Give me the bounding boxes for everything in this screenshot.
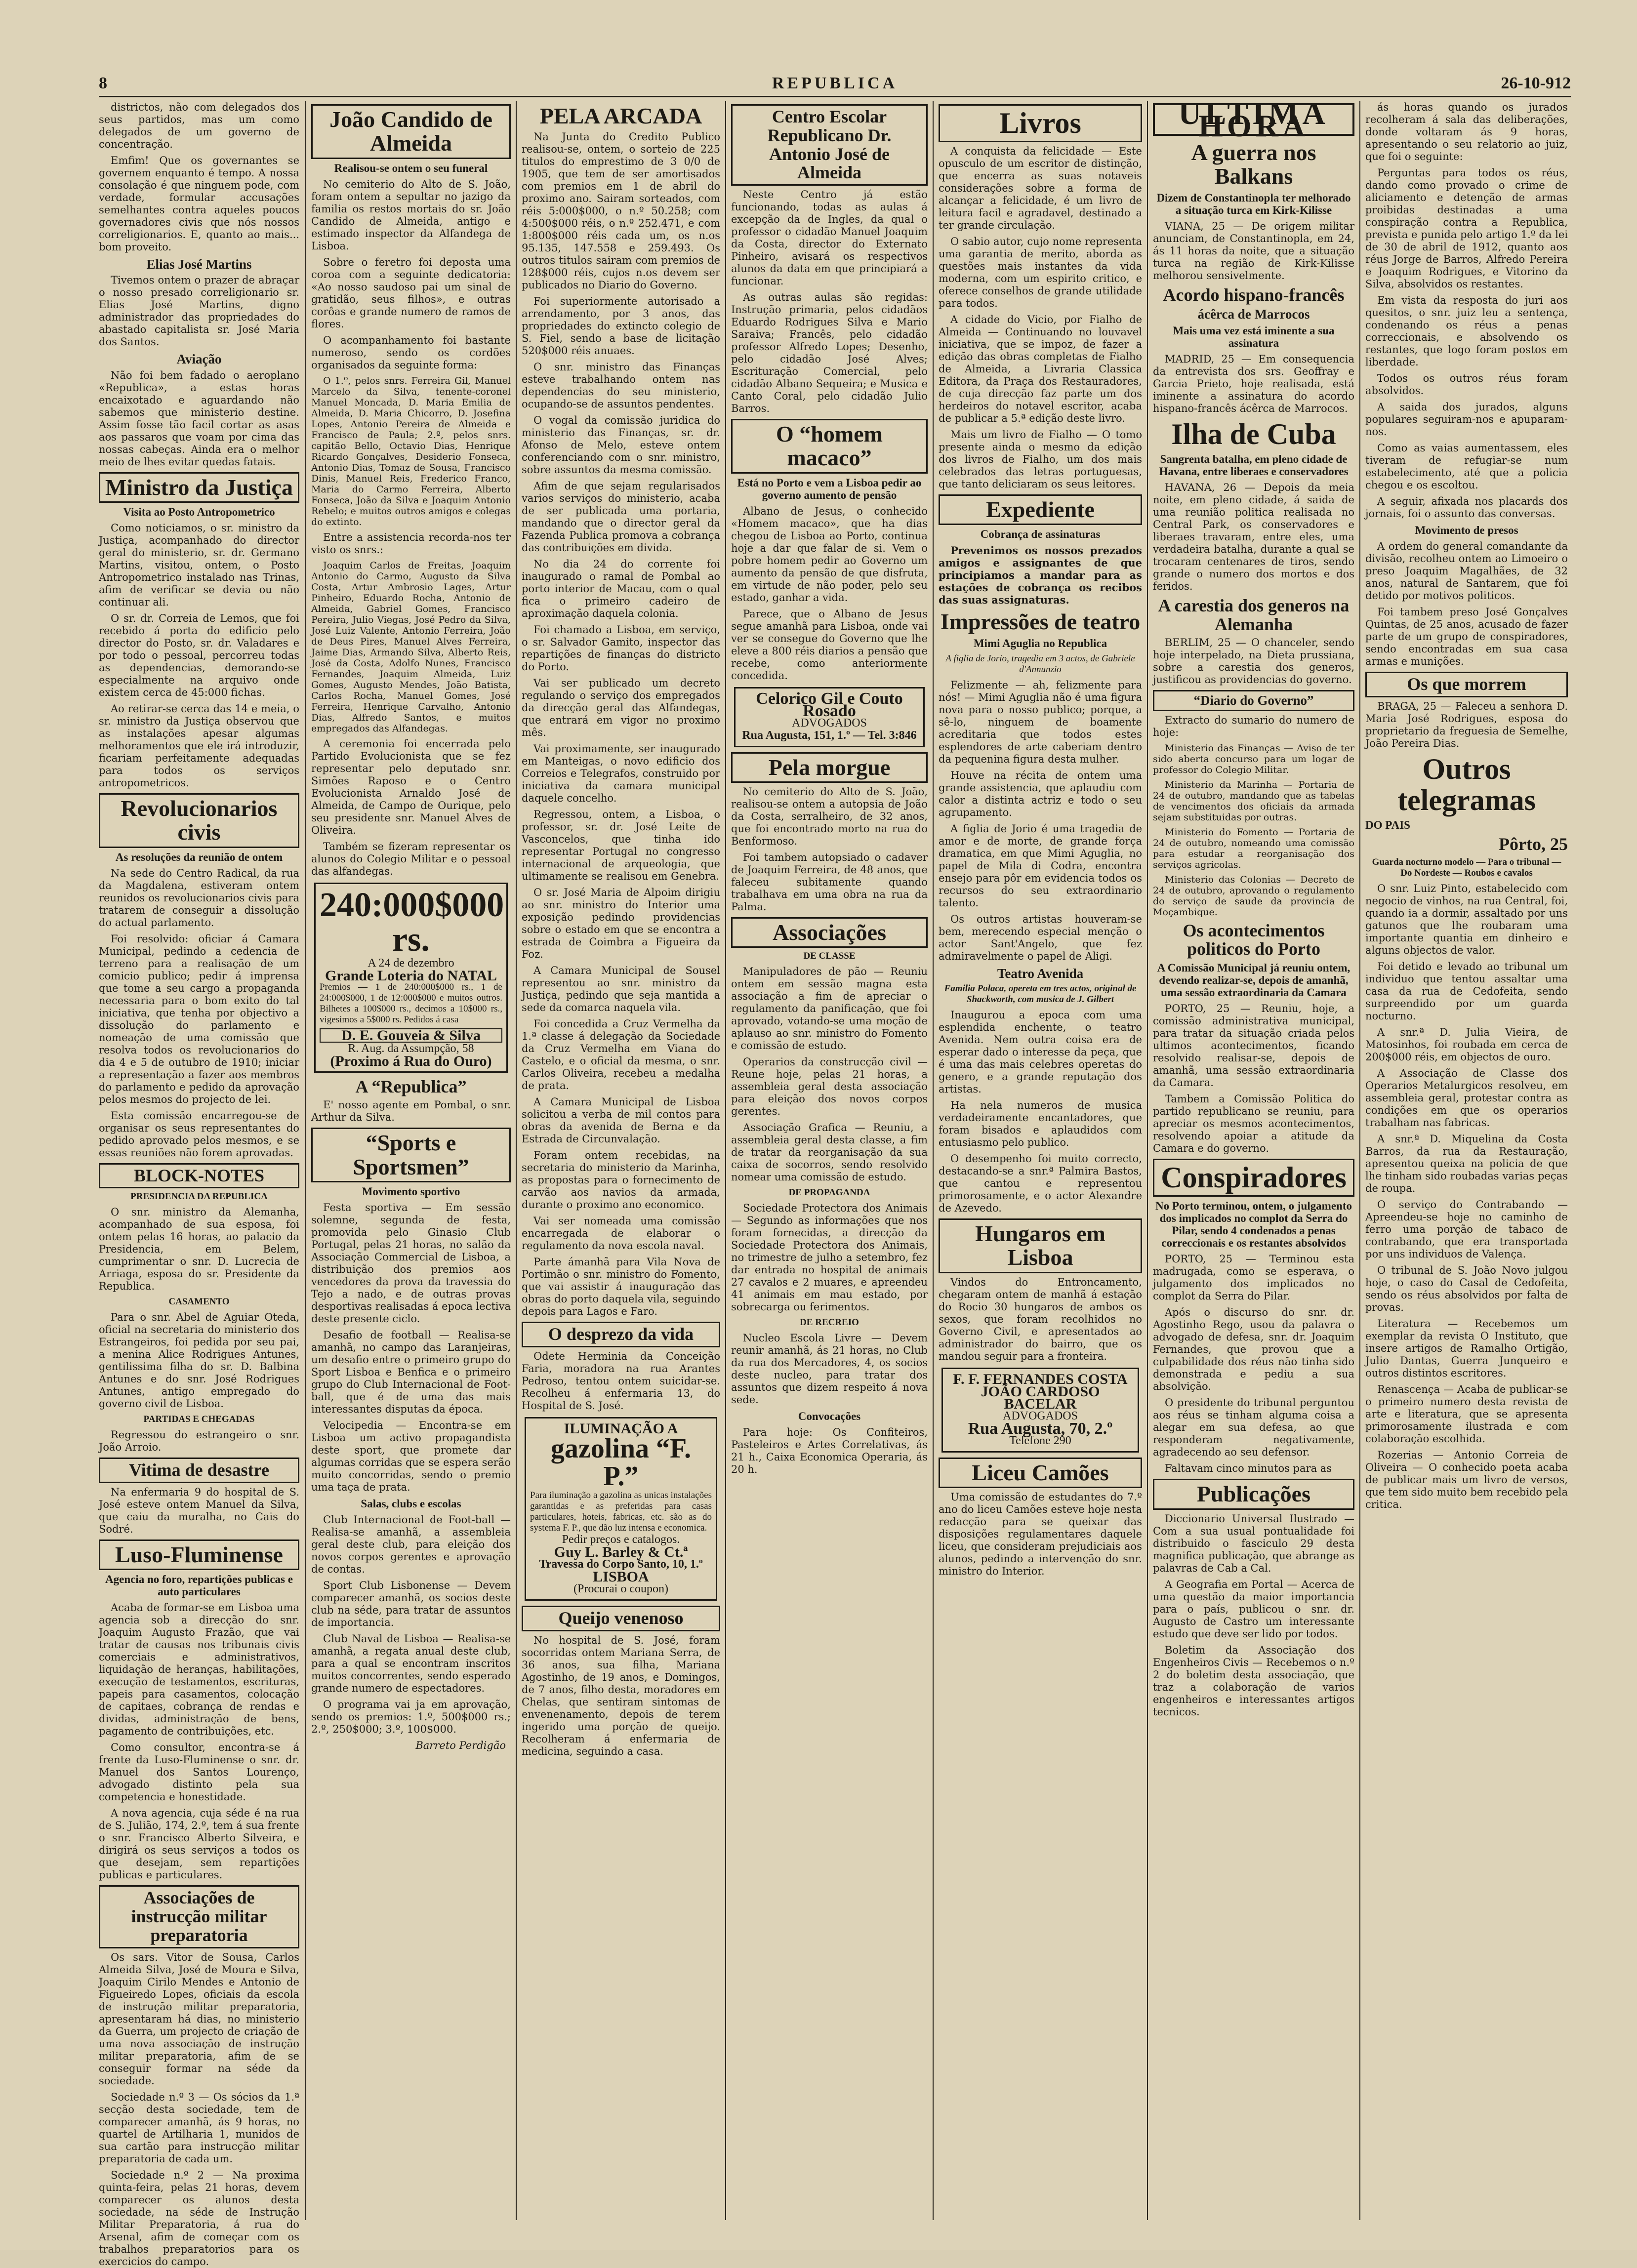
article-text: Emfim! Que os governantes se governem enquanto é tempo. A nossa consolação é que ninguem pode, com verdade, formular accusações semelhantes contra aqueles poucos governadores civis que nós nossos correligionarios. E, quanto ao mais... bom proveito. xyxy=(99,155,299,253)
lawyers-advert xyxy=(734,687,925,747)
subheadline: Mais uma vez está iminente a sua assinatura xyxy=(1173,324,1335,349)
article-text: As outras aulas são regidas: Instrução primaria, pelos cidadãos Eduardo Rodrigues Silva e Mario Saraiva; Francês, pelo cidadão professor Alfredo Lopes; Desenho, pelo cidadão José Alves; Escrituração Comercial, pelo cidadão Albano Sequeira; e Musica e Canto Coral, pelo cidadão Julio Barros. xyxy=(731,291,928,415)
article-text: A cidade do Vicio, por Fialho de Almeida — Continuando no louvavel iniciativa, que se impoz, de fazer a edição das obras completas de Fialho de Almeida, a Livraria Classica Editora, da Praça dos Restauradores, de cuja direcção faz parte um dos herdeiros do notavel escritor, acaba de publicar a 5.ª edição deste livro. xyxy=(939,314,1142,424)
subheadline: Visita ao Posto Antropometrico xyxy=(123,505,275,518)
subheadline: As resoluções da reunião de ontem xyxy=(115,850,283,863)
article-text: Literatura — Recebemos um exemplar da revista O Instituto, que insere artigos de Ramalho Ortigão, Julio Dantas, Guerra Junqueiro e outros distintos escritores. xyxy=(1365,1317,1568,1379)
column-rule xyxy=(725,101,726,2220)
article-text: Foi concedida a Cruz Vermelha da 1.ª classe á delegação da Sociedade da Cruz Vermelha em Viana do Castelo, e o oficial da mesma, o snr. Carlos Oliveira, recebeu a medalha de prata. xyxy=(522,1018,720,1092)
article-text: Para hoje: Os Confiteiros, Pasteleiros e Artes Correlativas, ás 21 h., Caixa Economica Operaria, ás 20 h. xyxy=(731,1426,928,1476)
article-text: Como noticiamos, o sr. ministro da Justiça, acompanhado do director geral do ministerio, sr. dr. Germano Martins, visitou, ontem, o Posto Antropometrico instalado nas Trinas, afim de verificar se devia ou não continuar ali. xyxy=(99,522,299,608)
headline: Os acontecimentos politicos do Porto xyxy=(1183,920,1325,959)
article-text: A conquista da felicidade — Este opusculo de um escritor de distinção, que encerra as suas notaveis considerações sobre a forma de alcançar a felicidade, é um livro de leitura facil e agradavel, destinado a ter grande circulação. xyxy=(939,145,1142,231)
article-text: Foi resolvido: oficiar á Camara Municipal, pedindo a cedencia de terreno para a realisação de um comicio publico; pedir á imprensa que tome a seu cargo a propaganda necessaria para o bom exito do tal iniciativa, que tenha por objectivo a dissolução do parlamento e nomeação de uma comissão que resolva todos os revolucionarios do dia 4 e 5 de outubro de 1910; iniciar a representação a fazer aos membros do parlamento e pedido da aprovação pelos mesmos do projecto de lei. xyxy=(99,932,299,1105)
article-text: A saida dos jurados, alguns populares seguiram-nos e apuparam-nos. xyxy=(1365,401,1568,438)
article-text: No dia 24 do corrente foi inaugurado o ramal de Pombal ao porto interior de Macau, com o qual fica o primeiro cadeiro de aproximação daquela colonia. xyxy=(522,558,720,620)
signature: Barreto Perdigão xyxy=(415,1739,506,1751)
headline: Teatro Avenida xyxy=(997,966,1084,981)
article-text: BRAGA, 25 — Faleceu a senhora D. Maria José Rodrigues, esposa do proprietario da freguesia de Semelhe, João Pereira Dias. xyxy=(1365,700,1568,749)
column-7 xyxy=(1365,101,1568,2220)
headline: O “homem macaco” xyxy=(731,419,928,474)
column-6 xyxy=(1153,96,1354,2220)
lawyers-advert xyxy=(941,1368,1139,1453)
advert-names: Celorico Gil e Couto Rosado xyxy=(756,689,903,720)
article-text: E' nosso agente em Pombal, o snr. Arthur da Silva. xyxy=(311,1099,511,1124)
article-text: Ministerio das Finanças — Aviso de ter sido aberta concurso para um logar de professor do Colegio Militar. xyxy=(1153,742,1354,775)
article-text: O acompanhamento foi bastante numeroso, sendo os cordões organisados da seguinte forma: xyxy=(311,334,511,371)
lottery-amount: 240:000$000 rs. xyxy=(320,886,504,959)
article-text: A nova agencia, cuja séde é na rua de S. Julião, 174, 2.º, tem á sua frente o snr. Francisco Alberto Silveira, e dirigirá os seus serviços a todos os que desejam, sem repartições publicas e particulares. xyxy=(99,1807,299,1881)
article-text: A figlia de Jorio é uma tragedia de amor e de morte, de grande força dramatica, em que Mimi Aguglia, no papel de Mila di Codra, encontra ensejo para pôr em evidencia todos os recursos do seu extraordinario talento. xyxy=(939,822,1142,909)
article-text: Foi superiormente autorisado a arrendamento, por 3 anos, das propriedades do extincto colegio de S. Fiel, sendo a base de licitação 520$000 réis anuaes. xyxy=(522,295,720,357)
article-text: O desempenho foi muito correcto, destacando-se a snr.ª Palmira Bastos, que cantou e representou primorosamente, e o actor Alexandre de Azevedo. xyxy=(939,1152,1142,1214)
section-label: Convocações xyxy=(798,1410,861,1423)
ultima-hora-banner: ULTIMA HORA xyxy=(1153,103,1354,136)
advert-city: LISBOA xyxy=(593,1569,649,1585)
column-rule xyxy=(1359,101,1360,2220)
article-text: Sociedade Protectora dos Animais — Segundo as informações que nos foram fornecidas, a direcção da Sociedade Protectora dos Animais, no trimestre de julho a setembro, fez dar entrada no hospital de animais 27 cavalos e 2 muares, e apreendeu 41 animais em mau estado, por sobrecarga ou ferimentos. xyxy=(731,1202,928,1313)
article-text: Acaba de formar-se em Lisboa uma agencia sob a direcção do snr. Joaquim Augusto Frazão, que vai tratar de causas nos tribunais civis comerciais e administrativos, liquidação de heranças, habilitações, execução de testamentos, escrituras, papeis para casamentos, colocação de capitaes, cobrança de rendas e dividas, administração de bens, pagamento de contribuições, etc. xyxy=(99,1602,299,1738)
headline: Aviação xyxy=(176,352,222,367)
article-text: Em vista da resposta do juri aos quesitos, o snr. juiz leu a sentença, condenando os réus a penas correccionais, e absolvendo os restantes, que logo foram postos em liberdade. xyxy=(1365,294,1568,368)
lottery-address: R. Aug. da Assumpção, 58 xyxy=(348,1042,474,1055)
article-text: Os sars. Vitor de Sousa, Carlos Almeida Silva, José de Moura e Silva, Joaquim Cirilo Mendes e Antonio de Figueiredo Lopes, oficiais da escola de instrução militar preparatoria, apresentaram há dias, no ministerio da Guerra, um projecto de criação de uma nova associação de instrução militar preparatoria, afim de se conseguir formar na séde da sociedade. xyxy=(99,1951,299,2087)
headline: A “Republica” xyxy=(355,1076,467,1096)
article-text: Mais um livro de Fialho — O tomo presente ainda o mesmo da edição dos livros de Fialho, um dos mais celebrados das letras portuguesas, que tanto deliciaram os seus leitores. xyxy=(939,429,1142,490)
article-text: Felizmente — ah, felizmente para nós! — Mimi Aguglia não é uma figura nova para o nosso publico; porque, a sê-lo, ninguem de boamente acreditaria que todos estes esplendores de arte caberiam dentro da pequenina figura desta mulher. xyxy=(939,679,1142,765)
headline: “Diario do Governo” xyxy=(1153,690,1354,711)
article-text: A Camara Municipal de Lisboa solicitou a verba de mil contos para obras da avenida de Berna e da Estrada de Circunvalação. xyxy=(522,1096,720,1145)
article-text: A ceremonia foi encerrada pelo Partido Evolucionista que se fez representar pelo deputado snr. Simões Raposo e o Centro Evolucionista Arnaldo José de Almeida, de Campo de Ourique, pelo seu presidente snr. Manuel Alves de Oliveira. xyxy=(311,737,511,836)
article-text: Neste Centro já estão funcionando, todas as aulas á excepção da de Ingles, da qual o professor o cidadão Manuel Joaquim da Costa, director do Externato Pinheiro, avisará os respectivos alunos da data em que principiará a funcionar. xyxy=(731,189,928,287)
article-text: A ordem do general comandante da divisão, recolheu ontem ao Limoeiro o preso Joaquim Magalhães, de 32 anos, natural de Santarem, que foi detido por motivos politicos. xyxy=(1365,540,1568,602)
article-text: Vai ser publicado um decreto regulando o serviço dos empregados da direcção geral das Alfandegas, que entrará em vigor no proximo mês. xyxy=(522,677,720,739)
article-text: Sport Club Lisbonense — Devem comparecer amanhã, os socios deste club na séde, para tratar de assuntos de importancia. xyxy=(311,1579,511,1628)
article-text: Houve na récita de ontem uma grande assistencia, que aplaudiu com calor a distinta actriz e todo o seu agrupamento. xyxy=(939,769,1142,818)
subheadline: Guarda nocturno modelo — Para o tribunal — Do Nordeste — Roubos e cavalos xyxy=(1372,856,1561,878)
article-text: No cemiterio do Alto de S. João, foram ontem a sepultar no jazigo da familia os restos mortais do sr. João Candido de Almeida, antigo e estimado inspector da Alfandega de Lisboa. xyxy=(311,178,511,252)
article-text: Esta comissão encarregou-se de organisar os seus representantes do pedido aprovado pelos mesmos, e se essas reuniões não forem aprovadas. xyxy=(99,1109,299,1159)
headline: BLOCK-NOTES xyxy=(99,1163,299,1189)
headline: Centro Escolar Republicano Dr. Antonio José de Almeida xyxy=(731,104,928,186)
section-label: PARTIDAS E CHEGADAS xyxy=(143,1414,255,1425)
headline: O desprezo da vida xyxy=(522,1322,720,1347)
article-text: Sociedade n.º 3 — Os sócios da 1.ª secção desta sociedade, tem de comparecer amanhã, ás 9 horas, no quartel de Artilharia 1, munidos de sua cartão para instrucção militar preparatoria de cada um. xyxy=(99,2091,299,2165)
article-text: BERLIM, 25 — O chanceler, sendo hoje interpelado, na Dieta prussiana, sobre a carestia dos generos, justificou as providencias do governo. xyxy=(1153,637,1354,686)
article-text: Vindos do Entroncamento, chegaram ontem de manhã á estação do Rocio 30 hungaros de ambos os sexos, que foram recolhidos no Governo Civil, e apresentados ao administrador do bairro, que os mandou seguir para a fronteira. xyxy=(939,1276,1142,1362)
article-text: O tribunal de S. João Novo julgou hoje, o caso do Casal de Cedofeita, sendo os réus absolvidos por falta de provas. xyxy=(1365,1264,1568,1313)
article-text: Foi detido e levado ao tribunal um individuo que tentou assaltar uma casa da rua de Cedofeita, sendo surpreendido por um guarda nocturno. xyxy=(1365,960,1568,1022)
article-text: HAVANA, 26 — Depois da meia noite, em pleno cidade, á saida de uma reunião politica realisada no Central Park, os conservadores e liberaes travaram, entre eles, uma verdadeira batalha, durante a qual se trocaram centenares de tiros, sendo grande o numero dos mortos e dos feridos. xyxy=(1153,481,1354,592)
article-text: A Associação de Classe dos Operarios Metalurgicos resolveu, em assembleia geral, protestar contra as condições em que os operarios trabalham nas fabricas. xyxy=(1365,1067,1568,1129)
advert-text: Para iluminação a gazolina as unicas instalações garantidas e as preferidas para casas particulares, hoteis, fabricas, etc. são as do systema F. P., que dão luz intensa e economica. xyxy=(530,1490,712,1534)
article-text: O vogal da comissão juridica do ministerio das Finanças, sr. dr. Afonso de Melo, esteve ontem conferenciando com o snr. ministro, sobre assuntos da mesma comissão. xyxy=(522,414,720,476)
headline: Os que morrem xyxy=(1365,672,1568,697)
article-text: Todos os outros réus foram absolvidos. xyxy=(1365,372,1568,397)
article-text: Perguntas para todos os réus, dando como provado o crime de aliciamento e detenção de armas proibidas destinadas a uma conspiração contra a Republica, prevista e punida pelo artigo 1.º da lei de 30 de abril de 1912, quanto aos réus Jorge de Barros, Alfredo Pereira e Joaquim Rodrigues, e Vitorino da Silva, absolvidos os restantes. xyxy=(1365,167,1568,290)
subheadline: Familia Polaca, opereta em tres actos, original de Shackworth, com musica de J. Gilbert xyxy=(944,983,1137,1005)
article-text: districtos, não com delegados dos seus partidos, mas um como delegados de um governo de concentração. xyxy=(99,101,299,150)
article-text: O sr. dr. Correia de Lemos, que foi recebido á porta do edificio pelo director do Posto, sr. dr. Valadares e por todo o pessoal, percorreu todas as dependencias, demorando-se especialmente na arquivo onde existem cerca de 45:000 fichas. xyxy=(99,612,299,698)
article-text: Na sede do Centro Radical, da rua da Magdalena, estiveram ontem reunidos os revolucionarios civis para tratarem de conseguir a dissolução do actual parlamento. xyxy=(99,867,299,929)
article-text: Odete Herminia da Conceição Faria, moradora na rua Arantes Pedroso, tentou ontem suicidar-se. Recolheu á enfermaria 13, do Hospital de S. José. xyxy=(522,1350,720,1412)
article-text: Ministerio do Fomento — Portaria de 24 de outubro, nomeando uma comissão para estudar a reorganisação dos serviços agricolas. xyxy=(1153,826,1354,870)
article-text: Vai ser nomeada uma comissão encarregada de elaborar o regulamento da nova escola naval. xyxy=(522,1215,720,1252)
article-text: A Geografia em Portal — Acerca de uma questão da maior importancia para o país, publicou o snr. dr. Augusto de Castro um interessante estudo que deve ser lido por todos. xyxy=(1153,1578,1354,1640)
headline: Acordo hispano-francês xyxy=(1163,284,1345,305)
subheadline: No Porto terminou, ontem, o julgamento dos implicados no complot da Serra do Pilar, sendo 4 condenados a penas correccionais e os restantes absolvidos xyxy=(1155,1200,1352,1250)
section-label: DO PAIS xyxy=(1365,818,1410,831)
subheadline: Realisou-se ontem o seu funeral xyxy=(334,162,488,174)
headline: A guerra nos Balkans xyxy=(1191,140,1316,189)
headline: Luso-Fluminense xyxy=(99,1539,299,1570)
article-text: Foi chamado a Lisboa, em serviço, o sr. Salvador Gamito, inspector das repartições de finanças do districto do Porto. xyxy=(522,624,720,673)
advert-line: ILUMINAÇÃO A xyxy=(564,1420,678,1437)
headline: Conspiradores xyxy=(1153,1159,1354,1197)
column-4 xyxy=(731,101,928,2220)
article-text: Club Internacional de Foot-ball — Realisa-se amanhã, a assembleia geral deste club, para eleição dos novos corpos gerentes e aprovação de contas. xyxy=(311,1513,511,1575)
article-text: O snr. Luiz Pinto, estabelecido com negocio de vinhos, na rua Central, foi, quando ia a dormir, assaltado por uns gatunos que lhe roubaram uma importante quantia em dinheiro e alguns objectos de valor. xyxy=(1365,882,1568,956)
section-label: DE PROPAGANDA xyxy=(788,1187,870,1198)
article-text: Prevenimos os nossos prezados amigos e assignantes de que principiamos a mandar para as estações de cobrança os recibos das suas assignaturas. xyxy=(939,544,1142,607)
article-text: A Camara Municipal de Sousel representou ao snr. ministro da Justiça, pedindo que seja mantida a sede da comarca naquela vila. xyxy=(522,965,720,1014)
subheadline: Cobrança de assinaturas xyxy=(980,528,1101,541)
article-text: Ministerio das Colonias — Decreto de 24 de outubro, aprovando o regulamento do serviço de saude da provincia de Moçambique. xyxy=(1153,874,1354,918)
headline: Vitima de desastre xyxy=(99,1458,299,1483)
article-text: PORTO, 25 — Reuniu, hoje, a comissão administrativa municipal, para tratar da situação criada pelos ultimos acontecimentos, ficando resolvido realisar-se, depois de amanhã, uma sessão extraordinaria da Camara. xyxy=(1153,1003,1354,1089)
article-text: Boletim da Associação dos Engenheiros Civis — Recebemos o n.º 2 do boletim desta associação, que traz a colaboração de varios engenheiros e interessantes artigos tecnicos. xyxy=(1153,1644,1354,1718)
masthead xyxy=(99,74,1571,97)
headline: PELA ARCADA xyxy=(539,103,702,128)
headline: Expediente xyxy=(939,494,1142,525)
article-text: Ao retirar-se cerca das 14 e meia, o sr. ministro da Justiça observou que as instalações apesar algumas melhoramentos que ele irá introduzir, ficariam perfeitamente adequadas para todos os serviços antropometricos. xyxy=(99,702,299,789)
advert-title: gazolina “F. P.” xyxy=(550,1433,692,1492)
article-text: Inaugurou a epoca com uma esplendida enchente, o teatro Avenida. Nem outra coisa era de esperar dado o interesse da peça, que é uma das mais celebres operetas do genero, e a grande reputação dos artistas. xyxy=(939,1009,1142,1095)
article-text: A seguir, afixada nos placards dos jornais, foi o assunto das conversas. xyxy=(1365,495,1568,520)
subheadline: Está no Porto e vem a Lisboa pedir ao governo aumento de pensão xyxy=(737,476,922,501)
article-text: Renascença — Acaba de publicar-se o primeiro numero desta revista de arte e literatura, que se apresenta primorosamente ilustrada e com colaboração escolhida. xyxy=(1365,1383,1568,1445)
headline: Revolucionarios civis xyxy=(99,793,299,848)
article-text: Tivemos ontem o prazer de abraçar o nosso presado correligionario sr. Elias José Martins, digno administrador das propriedades do abastado capitalista sr. José Maria dos Santos. xyxy=(99,274,299,348)
advert-line: ADVOGADOS xyxy=(1002,1409,1078,1422)
headline: ácêrca de Marrocos xyxy=(1197,307,1310,322)
article-text: O programa vai ja em aprovação, sendo os premios: 1.º, 500$000 rs.; 2.º, 250$000; 3.º, 100$000. xyxy=(311,1698,511,1735)
article-text: O sabio autor, cujo nome representa uma garantia de merito, aborda as questões mais instantes da vida moderna, com um espirito critico, e oferece conselhos de grande utilidade para todos. xyxy=(939,236,1142,309)
headline: João Candido de Almeida xyxy=(311,104,511,159)
article-text: O sr. José Maria de Alpoim dirigiu ao snr. ministro do Interior uma exposição pedindo providencias sobre o estado em que se encontra a estrada de Coimbra a Figueira da Foz. xyxy=(522,887,720,961)
column-rule xyxy=(305,101,306,2220)
article-text: Os outros artistas houveram-se bem, merecendo especial menção o actor Sant'Angelo, que fez admiravelmente o papel de Aligi. xyxy=(939,913,1142,962)
article-text: Sociedade n.º 2 — Na proxima quinta-feira, pelas 21 horas, devem comparecer os alunos desta sociedade, na séde de Instrução Militar Preparatoria, á rua do Arsenal, afim de começar com os trabalhos preparatorios para os exercicios do campo. xyxy=(99,2169,299,2268)
article-text: No hospital de S. José, foram socorridas ontem Mariana Serra, de 36 anos, sua filha, Mariana Agostinho, de 19 anos, e Domingos, de 7 anos, filho desta, moradores em Chelas, que sentiram sintomas de envenenamento, depois de terem ingerido uma porção de queijo. Recolheram á enfermaria de medicina, seguindo a casa. xyxy=(522,1634,720,1757)
headline: Impressões de teatro xyxy=(940,609,1141,635)
article-text: Foi tambem autopsiado o cadaver de Joaquim Ferreira, de 48 anos, que faleceu subitamente quando trabalhava em uma obra na rua da Palma. xyxy=(731,851,928,913)
article-text: Extracto do sumario do numero de hoje: xyxy=(1153,714,1354,738)
article-text: Vai proximamente, ser inaugurado em Manteigas, o novo edificio dos Correios e Telegrafos, construido por iniciativa da camara municipal daquele concelho. xyxy=(522,743,720,805)
lottery-agent: D. E. Gouveia & Silva xyxy=(320,1028,502,1043)
section-label: PRESIDENCIA DA REPUBLICA xyxy=(130,1191,268,1202)
article-text: Na Junta do Credito Publico realisou-se, ontem, o sorteio de 225 titulos do emprestimo de 3 0/0 de 1905, que tem de ser amortisados com premios em 1 de abril do proximo ano. Sairam sorteados, com réis 5:000$000, o n.º 50.258; com 4:500$000 réis, o n.º 252.471, e com 1:800$000 réis cada um, os n.os 95.135, 147.558 e 259.493. Os outros titulos sairam com premios de 128$000 réis, cujos n.os devem ser publicados no Diario do Governo. xyxy=(522,131,720,291)
article-text: Entre a assistencia recorda-nos ter visto os snrs.: xyxy=(311,531,511,556)
subheadline: Agencia no foro, repartições publicas e auto particulares xyxy=(105,1573,293,1598)
section-label: Movimento de presos xyxy=(1415,524,1518,536)
article-text: Após o discurso do snr. dr. Agostinho Rego, usou da palavra o advogado de defesa, snr. dr. Joaquim Fernandes, que provou que a culpabilidade dos réus não tinha sido demonstrada e pediu a sua absolvição. xyxy=(1153,1306,1354,1393)
article-text: Velocipedia — Encontra-se em Lisboa um activo propagandista deste sport, que promete dar algumas corridas que se espera serão muito concorridas, sendo o premio uma taça de prata. xyxy=(311,1419,511,1493)
subheadline: Dizem de Constantinopla ter melhorado a situação turca em Kirk-Kilisse xyxy=(1156,191,1351,216)
headline: Associações de instrucção militar preparatoria xyxy=(99,1885,299,1948)
subheadline: A Comissão Municipal já reuniu ontem, devendo realizar-se, depois de amanhã, uma sessão extraordinaria da Camara xyxy=(1157,962,1351,999)
lottery-date: A 24 de dezembro xyxy=(368,956,454,970)
article-text: No cemiterio do Alto de S. João, realisou-se ontem a autopsia de João da Costa, serralheiro, de 32 anos, que foi encontrado morto na rua do Benformoso. xyxy=(731,786,928,848)
article-text: ás horas quando os jurados recolheram á sala das deliberações, donde voltaram ás 9 horas, apresentando o seu relatorio ao juiz, que foi o seguinte: xyxy=(1365,101,1568,162)
headline: “Sports e Sportsmen” xyxy=(311,1128,511,1182)
article-text: Tambem a Comissão Politica do partido republicano se reuniu, para apreciar os mesmos acontecimentos, resolvendo apoiar a atitude da Camara e do governo. xyxy=(1153,1093,1354,1155)
headline: Ministro da Justiça xyxy=(99,472,299,503)
article-text: Manipuladores de pão — Reuniu ontem em sessão magna esta associação a fim de apreciar o regulamento da panificação, que foi aprovado, votando-se uma moção de aplauso ao snr. ministro do Fomento e comissão de estudo. xyxy=(731,966,928,1052)
article-text: O snr. ministro da Alemanha, acompanhado de sua esposa, foi ontem pelas 16 horas, ao palacio da Presidencia, em Belem, cumprimentar o snr. D. Lucrecia de Arriaga, esposa do sr. Presidente da Republica. xyxy=(99,1206,299,1293)
column-3 xyxy=(522,101,720,2220)
subheadline: Mimi Aguglia no Republica xyxy=(973,637,1107,649)
article-text: Club Naval de Lisboa — Realisa-se amanhã, a regata anual deste club, para a qual se encontram inscritos muitos concorrentes, sendo esperado grande numero de espectadores. xyxy=(311,1632,511,1694)
article-text: Rozerias — Antonio Correia de Oliveira — O conhecido poeta acaba de publicar mais um livro de versos, que tem sido muito bem recebido pela critica. xyxy=(1365,1449,1568,1510)
lottery-text: Premios — 1 de 240:000$000 rs., 1 de 24:000$000, 1 de 12:000$000 e muitos outros. Bilhetes a 100$000 rs., decimos a 10$000 rs., vigesimos a 5$000 rs. Pedidos á casa xyxy=(320,981,502,1025)
section-label: DE CLASSE xyxy=(803,951,856,962)
headline: Hungaros em Lisboa xyxy=(939,1218,1142,1273)
page-date: 26-10-912 xyxy=(1501,74,1571,92)
column-rule xyxy=(933,101,934,2220)
article-text: Sobre o feretro foi deposta uma coroa com a seguinte dedicatoria: «Ao nosso saudoso pai um sinal de gratidão, seus filhos», e outras corôas e grande numero de ramos de flores. xyxy=(311,256,511,330)
headline: Associações xyxy=(731,917,928,948)
advert-address: Travessa do Corpo Santo, 10, 1.º xyxy=(539,1558,703,1571)
subheadline: Sangrenta batalha, em pleno cidade de Havana, entre liberaes e conservadores xyxy=(1159,452,1349,478)
advert-line: ADVOGADOS xyxy=(791,716,867,729)
article-text: A snr.ª D. Miquelina da Costa Barros, da rua da Restauração, apresentou queixa na policia de que lhe tinham sido roubadas varias peças de roupa. xyxy=(1365,1133,1568,1194)
column-rule xyxy=(516,101,517,2220)
headline: Elias José Martins xyxy=(146,257,252,272)
article-text: Albano de Jesus, o conhecido «Homem macaco», que ha dias chegou de Lisboa ao Porto, continua hoje a dar que falar de si. Vem o pobre homem pedir ao Governo um aumento da pensão de que disfruta, em virtude de não poder, pelo seu estado, ganhar a vida. xyxy=(731,505,928,604)
article-text: Ministerio da Marinha — Portaria de 24 de outubro, mandando que as tabelas de vencimentos dos oficiais da armada sejam substituidas por outras. xyxy=(1153,779,1354,823)
article-text: Também se fizeram representar os alunos do Colegio Militar e o pessoal das alfandegas. xyxy=(311,840,511,877)
article-text: Foi tambem preso José Gonçalves Quintas, de 25 anos, acusado de fazer parte de um grupo de conspiradores, sendo encontradas em sua casa armas e munições. xyxy=(1365,606,1568,667)
article-text: Diccionario Universal Ilustrado — Com a sua usual pontualidade foi distribuido o fasciculo 29 desta magnifica publicação, que abrange as palavras de Cab a Cal. xyxy=(1153,1512,1354,1574)
article-text: Como as vaias aumentassem, eles tiveram de refugiar-se num estabelecimento, até que a policia chegou e os escoltou. xyxy=(1365,442,1568,491)
headline: Queijo venenoso xyxy=(522,1606,720,1631)
headline: Ilha de Cuba xyxy=(1171,417,1336,450)
article-text: Foram ontem recebidas, na secretaria do ministerio da Marinha, as propostas para o fornecimento de carvão aos navios da armada, durante o proximo ano economico. xyxy=(522,1149,720,1211)
headline: Livros xyxy=(939,104,1142,142)
section-label: CASAMENTO xyxy=(168,1296,230,1307)
article-text: Regressou do estrangeiro o snr. João Arroio. xyxy=(99,1429,299,1454)
gasoline-advert xyxy=(525,1417,717,1601)
article-text: Associação Grafica — Reuniu, a assembleia geral desta classe, a fim de tratar da reorganisação da sua caixa de socorros, sendo resolvido nomear uma comissão de estudo. xyxy=(731,1122,928,1183)
headline: Outros telegramas xyxy=(1397,752,1536,816)
article-text: O serviço do Contrabando — Apreendeu-se hoje no caminho de ferro uma porção de tabaco de contrabando, que era transportada por uns individuos de Valença. xyxy=(1365,1198,1568,1260)
article-text: VIANA, 25 — De origem militar anunciam, de Constantinopla, em 24, ás 11 horas da noite, que a situação turca na região de Kirk-Kilisse melhorou sensivelmente. xyxy=(1153,220,1354,282)
article-text: Na enfermaria 9 do hospital de S. José esteve ontem Manuel da Silva, que caiu da muralha, no Cais do Sodré. xyxy=(99,1486,299,1536)
advert-company: Guy L. Barley & Ct.ª xyxy=(554,1544,688,1561)
article-text: Parece, que o Albano de Jesus segue amanhã para Lisboa, onde vai ver se consegue do Governo que lhe eleve a 800 réis diarios a pensão que recebe, como anteriormente concedida. xyxy=(731,608,928,682)
column-1 xyxy=(99,101,299,2268)
article-text: Festa sportiva — Em sessão solemne, segunda de festa, promovida pelo Ginasio Club Portugal, pelas 21 horas, no salão da Associação Commercial de Lisboa, a distribuição dos premios aos vencedores da prova da travessia do Tejo a nado, e de outras provas desportivas realisadas á epoca lectiva deste presente ciclo. xyxy=(311,1201,511,1325)
advert-phone: Telefone 290 xyxy=(1009,1434,1071,1447)
headline: A carestia dos generos na Alemanha xyxy=(1158,595,1350,634)
article-text: Para o snr. Abel de Aguiar Oteda, oficial na secretaria do ministerio dos Estrangeiros, foi pedida por seu pai, a menina Alice Rodrigues Antunes, gentilissima filha do sr. D. Balbina Antunes e do snr. José Rodrigues Antunes, antigo empregado do governo civil de Lisboa. xyxy=(99,1311,299,1410)
lottery-advert xyxy=(314,883,508,1073)
article-text: Não foi bem fadado o aeroplano «Republica», a estas horas encaixotado e aguardando não sabemos que ministerio destine. Assim fosse tão facil cortar as asas aos passaros que voam por cima das nossas cabeças. Ainda era o melhor meio de lhes evitar quedas fatais. xyxy=(99,369,299,468)
subheadline: A figlia de Jorio, tragedia em 3 actos, de Gabriele d'Annunzio xyxy=(945,653,1135,675)
article-text: Joaquim Carlos de Freitas, Joaquim Antonio do Carmo, Augusto da Silva Costa, Artur Ambrosio Lages, Artur Pinheiro, Eduardo Rocha, Antonio de Almeida, Gabriel Gomes, Francisco Pereira, Julio Viegas, José Pedro da Silva, José Luiz Valente, Antonio Ferreira, João de Deus Pires, Manuel Alves Ferreira, Jaime Dias, Armando Silva, Alberto Reis, José da Costa, Adolfo Nunes, Francisco Fernandes, Joaquim Almeida, Luiz Gomes, Augusto Mendes, João Batista, Carlos Rocha, Manuel Gomes, José Ferreira, Henrique Carvalho, Antonio Dias, Alfredo Santos, e muitos empregados das Alfandegas. xyxy=(311,560,511,734)
headline: Liceu Camões xyxy=(939,1458,1142,1488)
article-text: Ha nela numeros de musica verdadeiramente encantadores, que foram bisados e aplaudidos com entusiasmo pelo publico. xyxy=(939,1099,1142,1148)
article-text: Nucleo Escola Livre — Devem reunir amanhã, ás 21 horas, no Club da rua dos Mercadores, 4, os socios deste nucleo, para tratar dos assuntos que dizem respeito á nova sede. xyxy=(731,1332,928,1406)
advert-line: Pedir preços e catalogos. xyxy=(562,1533,680,1546)
headline: Pela morgue xyxy=(731,752,928,783)
article-text: Faltavam cinco minutos para as xyxy=(1165,1462,1332,1475)
column-rule xyxy=(1147,101,1148,2220)
page-number: 8 xyxy=(99,74,107,92)
article-text: MADRID, 25 — Em consequencia da entrevista dos srs. Geoffray e Garcia Prieto, hoje realisada, está iminente a assinatura do acordo hispano-francês ácêrca de Marrocos. xyxy=(1153,353,1354,414)
lottery-location: (Proximo á Rua do Ouro) xyxy=(330,1053,492,1069)
advert-names: JOÃO CARDOSO BACELAR xyxy=(981,1383,1100,1412)
column-5 xyxy=(939,101,1142,2220)
headline: Pôrto, 25 xyxy=(1499,834,1568,854)
article-text: O presidente do tribunal perguntou aos réus se tinham alguma coisa a alegar em sua defesa, ao que responderam negativamente, agradecendo ao seu defensor. xyxy=(1153,1397,1354,1458)
article-text: Uma comissão de estudantes do 7.º ano do liceu Camões esteve hoje nesta redacção para se queixar das disposições regulamentares daquele liceu, que consideram prejudiciais aos alunos, pedindo a intervenção do snr. ministro do Interior. xyxy=(939,1491,1142,1577)
article-text: PORTO, 25 — Terminou esta madrugada, como se esperava, o julgamento dos implicados no complot da Serra do Pilar. xyxy=(1153,1253,1354,1302)
advert-address: Rua Augusta, 70, 2.º xyxy=(968,1419,1113,1438)
subheadline: Movimento sportivo xyxy=(362,1185,460,1198)
lottery-title: Grande Loteria do NATAL xyxy=(325,967,497,984)
advert-address: Rua Augusta, 151, 1.º — Tel. 3:846 xyxy=(742,729,917,742)
article-text: Operarios da construcção civil — Reune hoje, pelas 21 horas, a assembleia geral desta associação para eleição dos novos corpos gerentes. xyxy=(731,1056,928,1118)
section-label: Salas, clubs e escolas xyxy=(361,1497,461,1510)
newspaper-name: REPUBLICA xyxy=(772,74,898,92)
column-2 xyxy=(311,101,511,2220)
article-text: Regressou, ontem, a Lisboa, o professor, sr. dr. José Leite de Vasconcelos, que tinha ido representar Portugal no congresso internacional de arqueologia, que ultimamente se realisou em Genebra. xyxy=(522,809,720,883)
advert-names: F. F. FERNANDES COSTA xyxy=(953,1371,1128,1387)
article-text: Desafio de football — Realisa-se amanhã, no campo das Laranjeiras, um desafio entre o primeiro grupo do Sport Lisboa e Benfica e o primeiro grupo do Club Internacional de Foot-ball, que é de uma das mais interessantes disputas da época. xyxy=(311,1329,511,1415)
headline: Publicações xyxy=(1153,1479,1354,1509)
article-text: Parte ámanhã para Vila Nova de Portimão o snr. ministro do Fomento, que vai assistir á inauguração das obras do porto daquela vila, seguindo depois para Lagos e Faro. xyxy=(522,1256,720,1318)
article-text: A snr.ª D. Julia Vieira, de Matosinhos, foi roubada em cerca de 200$000 réis, em objectos de ouro. xyxy=(1365,1026,1568,1063)
section-label: DE RECREIO xyxy=(800,1317,859,1328)
article-text: Afim de que sejam regularisados varios serviços do ministerio, acaba de ser publicada uma portaria, mandando que o director geral da Fazenda Publica promova a cobrança das contribuições em divida. xyxy=(522,480,720,554)
advert-coupon: (Procurai o coupon) xyxy=(573,1582,668,1596)
article-text: O 1.º, pelos snrs. Ferreira Gil, Manuel Marcelo da Silva, tenente-coronel Manuel Moncada, D. Maria Emilia de Almeida, D. Maria Chicorro, D. Josefina Lopes, Antonio Pereira de Almeida e Francisco de Paula; 2.º, pelos snrs. capitão Bello, Octavio Dias, Henrique Ricardo Gonçalves, Desiderio Fonseca, Antonio Dias, Tomaz de Sousa, Francisco Dinis, Manuel Reis, Frederico Franco, Maria do Carmo Ferreira, Alberto Fonseca, João da Silva e Joaquim Antonio Rebelo; e muitos outros amigos e colegas do extinto. xyxy=(311,375,511,527)
article-text: O snr. ministro das Finanças esteve trabalhando ontem nas dependencias do seu ministerio, ocupando-se de assuntos pendentes. xyxy=(522,361,720,410)
article-text: Como consultor, encontra-se á frente da Luso-Fluminense o snr. dr. Manuel dos Santos Lourenço, advogado distinto pela sua competencia e honestidade. xyxy=(99,1742,299,1803)
